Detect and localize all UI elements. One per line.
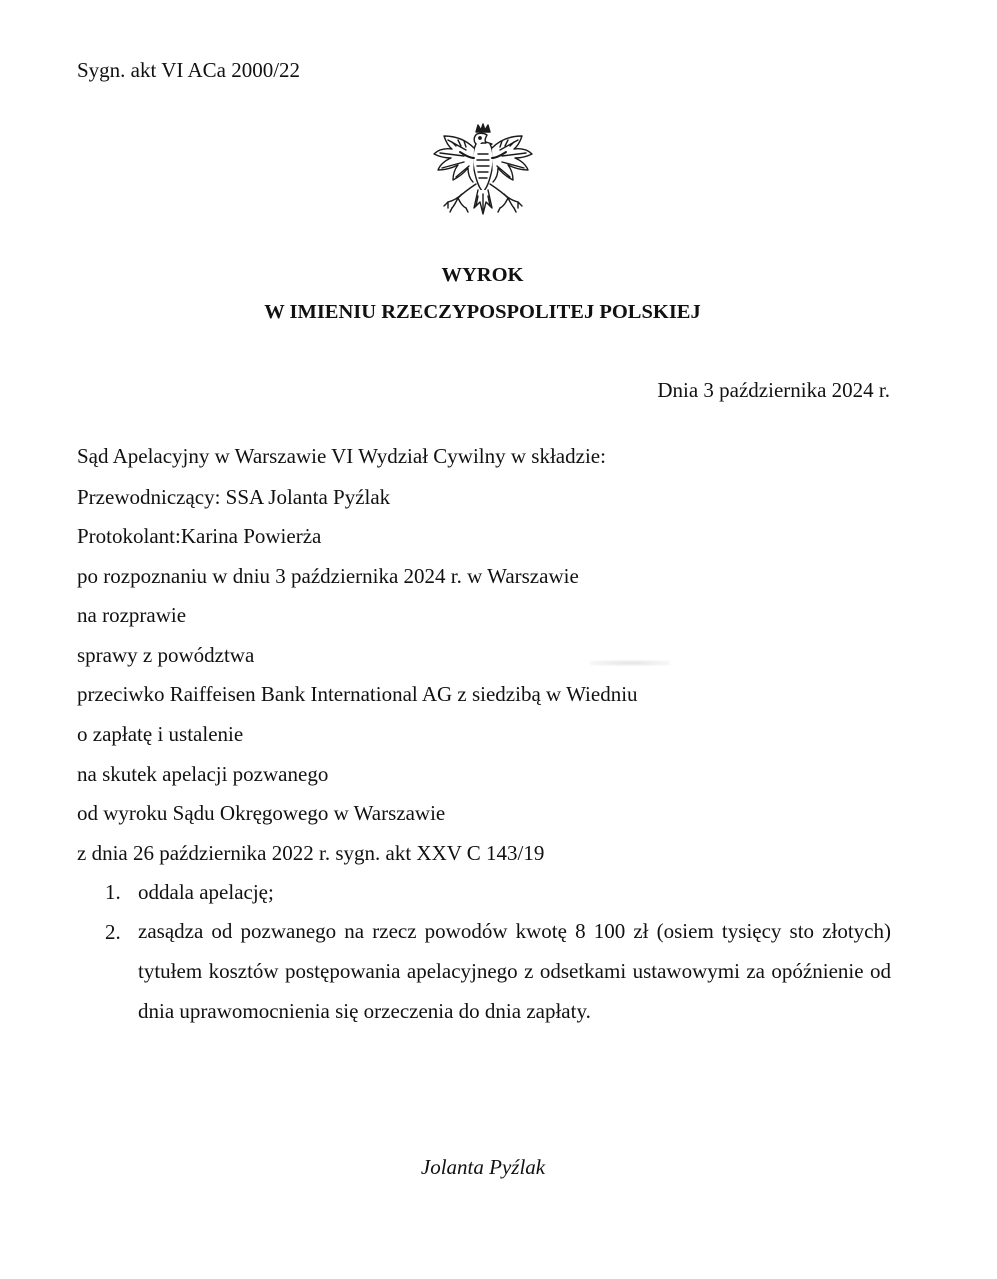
document-subtitle: W IMIENIU RZECZYPOSPOLITEJ POLSKIEJ xyxy=(264,301,701,323)
appeal-line: na skutek apelacji pozwanego xyxy=(77,762,329,786)
ruling-number: 1. xyxy=(105,880,121,904)
court-reporter-line: Protokolant:Karina Powierża xyxy=(77,524,322,548)
claim-subject-line: o zapłatę i ustalenie xyxy=(77,722,244,746)
ruling-item xyxy=(105,880,891,905)
redaction-mark xyxy=(590,660,670,666)
document-title: WYROK xyxy=(441,264,524,286)
ruling-item xyxy=(105,911,891,1031)
case-signature: Sygn. akt VI ACa 2000/22 xyxy=(77,58,301,82)
plaintiff-line: sprawy z powództwa xyxy=(77,643,255,667)
hearing-type-line: na rozprawie xyxy=(77,603,187,627)
lower-court-judgment-line: z dnia 26 października 2022 r. sygn. akt XXV C 143/19 xyxy=(77,841,545,865)
ruling-text: zasądza od pozwanego na rzecz powodów kwotę 8 100 zł (osiem tysięcy sto złotych) tytułem kosztów postępowania apelacyjnego z odsetkami ustawowymi za opóźnienie od dnia uprawomocnienia się orzeczenia do dnia zapłaty. xyxy=(138,919,891,1023)
hearing-date-line: po rozpoznaniu w dniu 3 października 2024 r. w Warszawie xyxy=(77,564,579,588)
judge-signature: Jolanta Pyźlak xyxy=(420,1155,546,1179)
defendant-line: przeciwko Raiffeisen Bank International AG z siedzibą w Wiedniu xyxy=(77,682,638,706)
ruling-number: 2. xyxy=(105,920,121,944)
document-date: Dnia 3 października 2024 r. xyxy=(657,378,890,402)
court-composition-line: Sąd Apelacyjny w Warszawie VI Wydział Cywilny w składzie: xyxy=(77,444,606,468)
polish-eagle-emblem-icon xyxy=(426,122,540,232)
ruling-text: oddala apelację; xyxy=(138,880,274,904)
lower-court-line: od wyroku Sądu Okręgowego w Warszawie xyxy=(77,801,446,825)
presiding-judge-line: Przewodniczący: SSA Jolanta Pyźlak xyxy=(77,485,391,509)
